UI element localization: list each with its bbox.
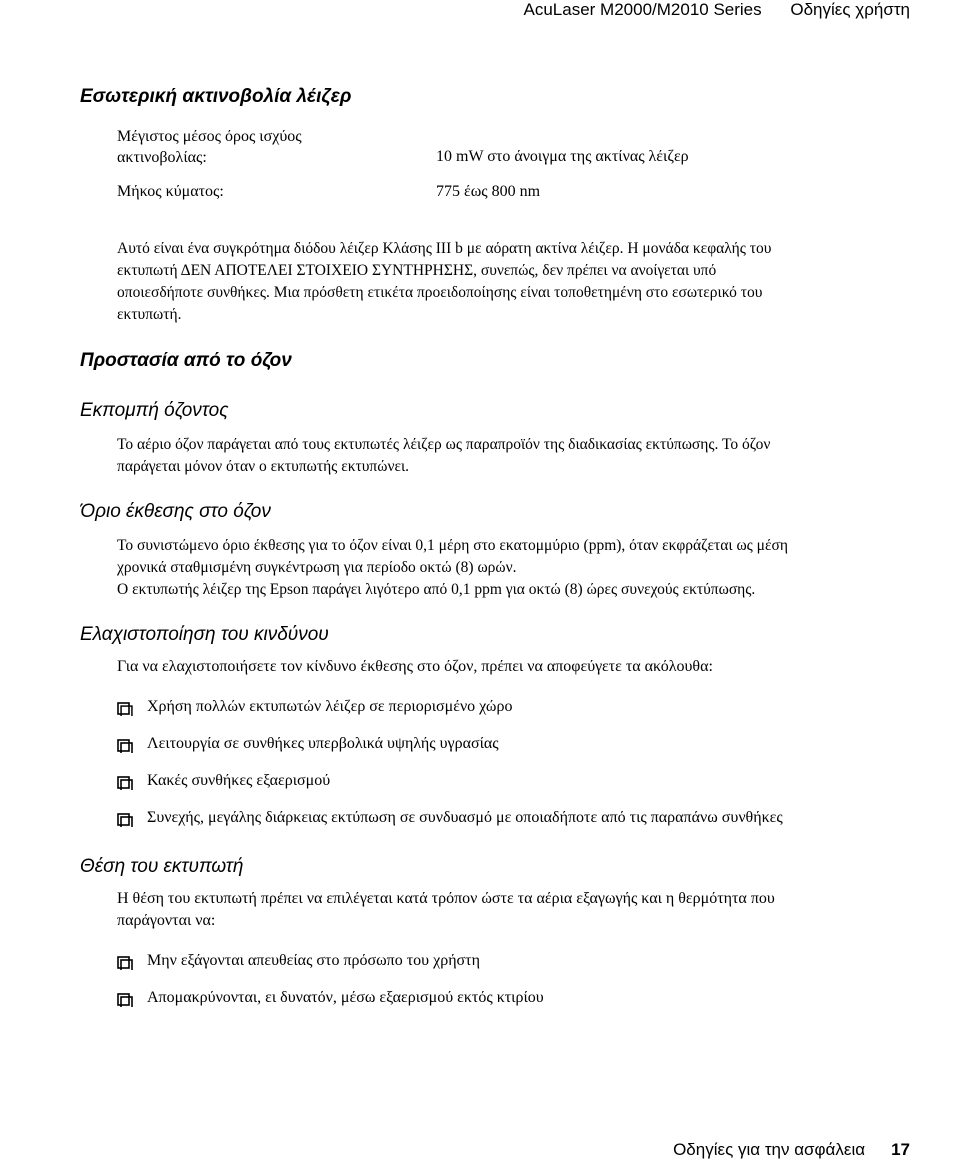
- list-item: Κακές συνθήκες εξαερισμού: [147, 772, 331, 789]
- list-item: Λειτουργία σε συνθήκες υπερβολικά υψηλής υγρασίας: [147, 735, 499, 752]
- ozone-minimize-intro: Για να ελαχιστοποιήσετε τον κίνδυνο έκθεσης στο όζον, πρέπει να αποφεύγετε τα ακόλουθα:: [117, 658, 713, 675]
- header-guide: Οδηγίες χρήστη: [790, 0, 910, 19]
- list-item: Μην εξάγονται απευθείας στο πρόσωπο του χρήστη: [147, 952, 480, 969]
- laser-paragraph-line: οποιεσδήποτε συνθήκες. Μια πρόσθετη ετικέτα προειδοποίησης είναι τοποθετημένη στο εσωτερικό του: [117, 284, 763, 301]
- checkbox-icon: [117, 991, 133, 1007]
- ozone-limit-line: Ο εκτυπωτής λέιζερ της Epson παράγει λιγότερο από 0,1 ppm για οκτώ (8) ώρες συνεχούς εκτύπωσης.: [117, 581, 756, 598]
- ozone-emission-line: Το αέριο όζον παράγεται από τους εκτυπωτές λέιζερ ως παραπροϊόν της διαδικασίας εκτύπωσης. Το όζον: [117, 436, 771, 453]
- ozone-limit-title: Όριο έκθεσης στο όζον: [80, 501, 271, 522]
- page-number: 17: [891, 1140, 910, 1159]
- spec-label-power-line2: ακτινοβολίας:: [117, 149, 207, 166]
- ozone-emission-title: Εκπομπή όζοντος: [80, 400, 229, 421]
- checkbox-icon: [117, 700, 133, 716]
- checkbox-icon: [117, 774, 133, 790]
- laser-paragraph-line: εκτυπωτή.: [117, 306, 182, 323]
- spec-label-power: [117, 126, 302, 168]
- laser-paragraph-line: Αυτό είναι ένα συγκρότημα διόδου λέιζερ Κλάσης III b με αόρατη ακτίνα λέιζερ. Η μονάδα κεφαλής του: [117, 240, 772, 257]
- ozone-limit-line: Το συνιστώμενο όριο έκθεσης για το όζον είναι 0,1 μέρη στο εκατομμύριο (ppm), όταν εκφράζεται ως μέση: [117, 537, 788, 554]
- footer-section: Οδηγίες για την ασφάλεια: [673, 1140, 866, 1159]
- list-item: Χρήση πολλών εκτυπωτών λέιζερ σε περιορισμένο χώρο: [147, 698, 513, 715]
- laser-paragraph: [117, 238, 771, 326]
- checkbox-icon: [117, 737, 133, 753]
- ozone-emission-paragraph: [117, 434, 770, 478]
- ozone-minimize-title: Ελαχιστοποίηση του κινδύνου: [80, 624, 329, 645]
- spec-value-wavelength: 775 έως 800 nm: [436, 183, 541, 200]
- spec-label-wavelength: Μήκος κύματος:: [117, 183, 224, 200]
- ozone-limit-paragraph: [117, 535, 788, 601]
- list-item: Συνεχής, μεγάλης διάρκειας εκτύπωση σε συνδυασμό με οποιαδήποτε από τις παραπάνω συνθήκες: [147, 809, 783, 826]
- printer-location-title: Θέση του εκτυπωτή: [80, 856, 244, 877]
- printer-location-line: παράγονται να:: [117, 912, 216, 929]
- spec-value-power: 10 mW στο άνοιγμα της ακτίνας λέιζερ: [436, 148, 689, 165]
- printer-location-line: Η θέση του εκτυπωτή πρέπει να επιλέγεται κατά τρόπον ώστε τα αέρια εξαγωγής και η θερμότητα που: [117, 890, 775, 907]
- header-product: AcuLaser M2000/M2010 Series: [523, 0, 762, 19]
- checkbox-icon: [117, 811, 133, 827]
- ozone-emission-line: παράγεται μόνον όταν ο εκτυπωτής εκτυπώνει.: [117, 458, 410, 475]
- page-header: [524, 0, 911, 20]
- laser-section-title: Εσωτερική ακτινοβολία λέιζερ: [80, 86, 352, 107]
- page-footer: [673, 1140, 910, 1160]
- list-item: Απομακρύνονται, ει δυνατόν, μέσω εξαερισμού εκτός κτιρίου: [147, 989, 544, 1006]
- laser-paragraph-line: εκτυπωτή ΔΕΝ ΑΠΟΤΕΛΕΙ ΣΤΟΙΧΕΙΟ ΣΥΝΤΗΡΗΣΗΣ, συνεπώς, δεν πρέπει να ανοίγεται υπό: [117, 262, 717, 279]
- ozone-limit-line: χρονικά σταθμισμένη συγκέντρωση για περίοδο οκτώ (8) ωρών.: [117, 559, 517, 576]
- spec-label-power-line1: Μέγιστος μέσος όρος ισχύος: [117, 128, 302, 145]
- ozone-section-title: Προστασία από το όζον: [80, 350, 292, 371]
- checkbox-icon: [117, 954, 133, 970]
- printer-location-paragraph: [117, 888, 775, 932]
